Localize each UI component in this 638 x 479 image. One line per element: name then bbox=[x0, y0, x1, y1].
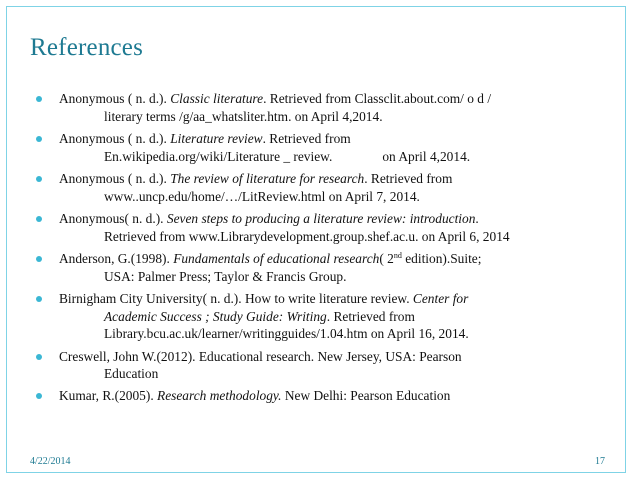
reference-text: Retrieved from www.Librarydevelopment.group.shef.ac.u. on April 6, 2014 bbox=[104, 228, 510, 244]
reference-text: Kumar, R.(2005). bbox=[59, 388, 158, 404]
reference-item bbox=[30, 348, 610, 383]
reference-line bbox=[59, 268, 610, 286]
reference-text: New Delhi: Pearson Education bbox=[281, 388, 451, 404]
reference-title-text: Center for bbox=[412, 290, 469, 306]
bullet-icon bbox=[36, 256, 42, 262]
reference-text: . bbox=[475, 210, 479, 226]
page-number: 17 bbox=[595, 456, 605, 467]
reference-item bbox=[30, 290, 610, 343]
reference-text: Anderson, G.(1998). bbox=[59, 250, 174, 266]
reference-line bbox=[59, 108, 610, 126]
reference-list bbox=[30, 90, 610, 410]
reference-text: . Retrieved from bbox=[364, 170, 453, 186]
reference-text: Anonymous ( n. d.). bbox=[59, 91, 171, 106]
reference-title-text: Literature review bbox=[170, 130, 263, 146]
reference-line bbox=[59, 148, 610, 166]
reference-line bbox=[59, 290, 610, 308]
reference-item bbox=[30, 170, 610, 205]
reference-line bbox=[59, 228, 610, 246]
reference-text: USA: Palmer Press; Taylor & Francis Group. bbox=[104, 268, 347, 284]
reference-title-text: Classic literature bbox=[170, 91, 264, 106]
bullet-icon bbox=[36, 136, 42, 142]
reference-title-text: Academic Success ; Study Guide: Writing bbox=[104, 308, 327, 324]
reference-text: Birnigham City University( n. d.). How to write literature review. bbox=[59, 290, 413, 306]
reference-item bbox=[30, 387, 610, 405]
reference-text: www..uncp.edu/home/…/LitReview.html on April 7, 2014. bbox=[104, 188, 420, 204]
reference-title-text: Research methodology. bbox=[157, 388, 282, 404]
reference-line bbox=[59, 308, 610, 326]
reference-line bbox=[59, 130, 610, 148]
reference-item bbox=[30, 250, 610, 285]
reference-line bbox=[59, 170, 610, 188]
reference-line bbox=[59, 387, 610, 405]
reference-item bbox=[30, 210, 610, 245]
reference-text: edition).Suite; bbox=[401, 250, 482, 266]
bullet-icon bbox=[36, 96, 42, 102]
reference-title-text: Seven steps to producing a literature review: introduction bbox=[166, 210, 476, 226]
reference-title-text: The review of literature for research bbox=[170, 170, 365, 186]
reference-text: Library.bcu.ac.uk/learner/writingguides/1.04.htm on April 16, 2014. bbox=[104, 326, 469, 342]
reference-text: literary terms /g/aa_whatsliter.htm. on April 4,2014. bbox=[104, 108, 383, 124]
reference-line bbox=[59, 348, 610, 366]
reference-line bbox=[59, 325, 610, 343]
reference-line bbox=[59, 210, 610, 228]
reference-text: ( 2 bbox=[379, 250, 394, 266]
slide-title: References bbox=[30, 34, 144, 61]
reference-line bbox=[59, 188, 610, 206]
reference-line bbox=[59, 250, 610, 268]
reference-line bbox=[59, 90, 610, 108]
reference-text: . Retrieved from bbox=[326, 308, 415, 324]
reference-text: . Retrieved from bbox=[262, 130, 351, 146]
reference-item bbox=[30, 90, 610, 125]
bullet-icon bbox=[36, 393, 42, 399]
bullet-icon bbox=[36, 296, 42, 302]
reference-text: Education bbox=[104, 366, 159, 382]
reference-text: Anonymous( n. d.). bbox=[59, 210, 167, 226]
reference-text: on April 4,2014. bbox=[382, 148, 471, 164]
reference-title-text: Fundamentals of educational research bbox=[173, 250, 380, 266]
footer-date: 4/22/2014 bbox=[30, 456, 71, 467]
reference-text: Creswell, John W.(2012). Educational research. New Jersey, USA: Pearson bbox=[59, 348, 462, 364]
reference-text: . Retrieved from Classclit.about.com/ o d / bbox=[263, 91, 492, 106]
bullet-icon bbox=[36, 216, 42, 222]
reference-item bbox=[30, 130, 610, 165]
bullet-icon bbox=[36, 176, 42, 182]
reference-line bbox=[59, 365, 610, 383]
reference-text: En.wikipedia.org/wiki/Literature _ review. bbox=[104, 148, 333, 164]
reference-text: Anonymous ( n. d.). bbox=[59, 170, 171, 186]
reference-text: Anonymous ( n. d.). bbox=[59, 130, 171, 146]
bullet-icon bbox=[36, 354, 42, 360]
reference-text: nd bbox=[393, 250, 402, 260]
